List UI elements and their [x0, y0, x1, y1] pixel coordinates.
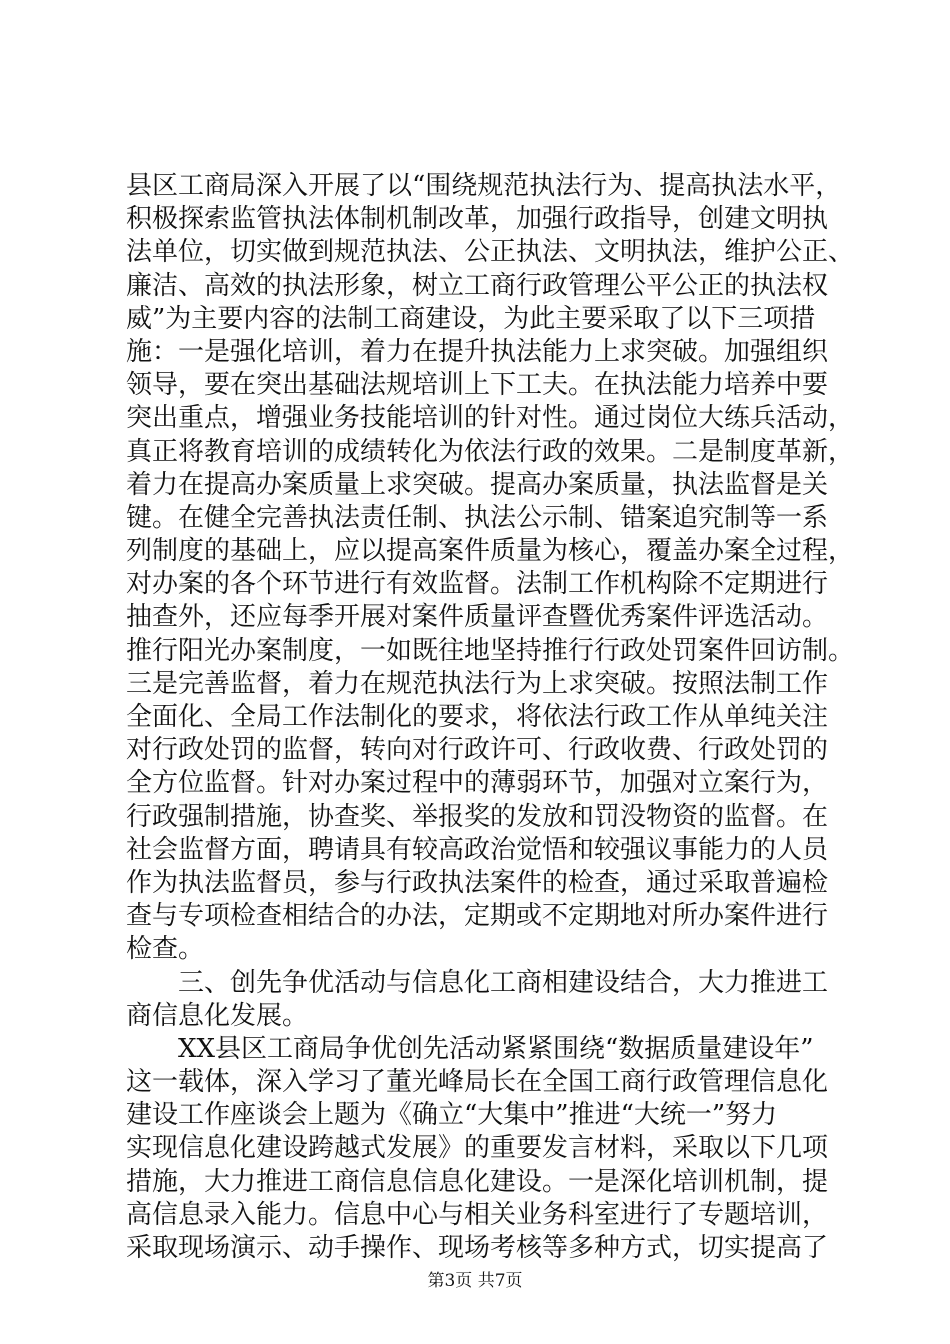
- text-line: 抽查外，还应每季开展对案件质量评查暨优秀案件评选活动。: [126, 602, 829, 633]
- text-line: 全面化、全局工作法制化的要求，将依法行政工作从单纯关注: [126, 702, 829, 732]
- text-line: 作为执法监督员，参与行政执法案件的检查，通过采取普遍检: [126, 867, 829, 898]
- text-line: 全方位监督。针对办案过程中的薄弱环节，加强对立案行为，: [126, 768, 829, 799]
- text-line: 采取现场演示、动手操作、现场考核等多种方式，切实提高了: [126, 1233, 829, 1263]
- text-line: 领导，要在突出基础法规培训上下工夫。在执法能力培养中要: [126, 370, 829, 401]
- section-heading-line: 商信息化发展。: [126, 1000, 309, 1031]
- text-line: 实现信息化建设跨越式发展》的重要发言材料，采取以下几项: [126, 1133, 829, 1164]
- text-line: 对行政处罚的监督，转向对行政许可、行政收费、行政处罚的: [126, 735, 829, 766]
- text-line: 三是完善监督，着力在规范执法行为上求突破。按照法制工作: [126, 668, 829, 699]
- text-line: 措施，大力推进工商信息信息化建设。一是深化培训机制，提: [126, 1166, 829, 1197]
- text-line: 法单位，切实做到规范执法、公正执法、文明执法，维护公正、: [126, 237, 855, 268]
- document-body: [126, 170, 855, 1265]
- page-number-footer: 第3页 共7页: [427, 1271, 523, 1291]
- text-line: 施：一是强化培训，着力在提升执法能力上求突破。加强组织: [126, 336, 829, 367]
- text-line: 推行阳光办案制度，一如既往地坚持推行行政处罚案件回访制。: [126, 635, 855, 666]
- text-line: XX县区工商局争优创先活动紧紧围绕“数据质量建设年”: [178, 1033, 814, 1064]
- text-line: 威”为主要内容的法制工商建设，为此主要采取了以下三项措: [126, 303, 816, 334]
- text-line: 真正将教育培训的成绩转化为依法行政的效果。二是制度革新，: [126, 436, 855, 467]
- text-line: 县区工商局深入开展了以“围绕规范执法行为、提高执法水平，: [126, 171, 842, 201]
- text-line: 建设工作座谈会上题为《确立“大集中”推进“大统一”努力: [126, 1100, 778, 1131]
- text-line: 社会监督方面，聘请具有较高政治觉悟和较强议事能力的人员: [126, 834, 829, 865]
- text-line: 查与专项检查相结合的办法，定期或不定期地对所办案件进行: [126, 901, 829, 932]
- text-line: 行政强制措施，协查奖、举报奖的发放和罚没物资的监督。在: [126, 801, 829, 832]
- text-line: 这一载体，深入学习了董光峰局长在全国工商行政管理信息化: [126, 1067, 829, 1098]
- text-line: 高信息录入能力。信息中心与相关业务科室进行了专题培训，: [126, 1199, 829, 1230]
- text-line: 廉洁、高效的执法形象，树立工商行政管理公平公正的执法权: [126, 270, 829, 301]
- text-line: 突出重点，增强业务技能培训的针对性。通过岗位大练兵活动，: [126, 403, 855, 434]
- text-line: 着力在提高办案质量上求突破。提高办案质量，执法监督是关: [126, 469, 829, 500]
- text-line: 积极探索监管执法体制机制改革，加强行政指导，创建文明执: [126, 204, 829, 235]
- text-line: 对办案的各个环节进行有效监督。法制工作机构除不定期进行: [126, 569, 829, 600]
- text-line: 检查。: [126, 934, 205, 965]
- text-line: 键。在健全完善执法责任制、执法公示制、错案追究制等一系: [126, 502, 829, 533]
- text-line: 列制度的基础上，应以提高案件质量为核心，覆盖办案全过程，: [126, 536, 855, 567]
- section-heading-line: 三、创先争优活动与信息化工商相建设结合，大力推进工: [178, 967, 829, 998]
